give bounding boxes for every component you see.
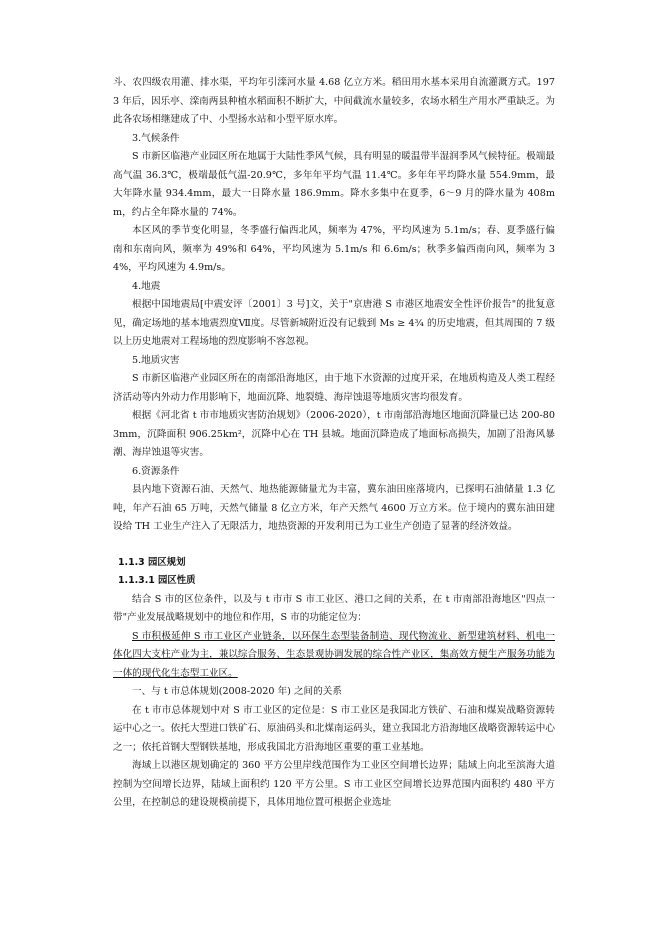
heading-geo-hazard: 5.地质灾害 [132, 354, 180, 366]
paragraph-boundary: 海域上以港区规划确定的 360 平方公里岸线范围作为工业区空间增长边界；陆域上向北至滨海大道控制为空间增长边界，陆域上面积约 120 平方公里。S 市工业区空间增长边界范围内面积约 480 平方公里，在控制总的建设规模前提下，具体用地位置可根据企业选址 [113, 760, 555, 808]
paragraph-positioning: 结合 S 市的区位条件，以及与 t 市市 S 市工业区、港口之间的关系，在 t 市南部沿海地区"四点一带"产业发展战略规划中的地位和作用，S 市的功能定位为： [113, 593, 555, 623]
heading-resources: 6.资源条件 [132, 465, 180, 477]
heading-park-planning: 1.1.3 园区规划 [118, 556, 186, 568]
paragraph-subsidence: 根据《河北省 t 市市地质灾害防治规划》（2006-2020），t 市南部沿海地区地面沉降量已达 200-803mm，沉降面积 906.25km²，沉降中心在 TH 县城。地面沉降造成了地面标高损失，加剧了沿海风暴潮、海岸蚀退等灾害。 [113, 410, 555, 458]
paragraph-function: S 市积极延伸 S 市工业区产业链条，以环保生态型装备制造、现代物流业、新型建筑材料、机电一体化四大支柱产业为主，兼以综合服务、生态景观协调发展的综合性产业区，集高效方便生产服务功能为一体的现代化生态型工业区。 [113, 630, 555, 679]
heading-climate: 3.气候条件 [132, 132, 180, 144]
paragraph-master-plan: 在 t 市市总体规划中对 S 市工业区的定位是：S 市工业区是我国北方铁矿、石油和煤炭战略资源转运中心之一。依托大型进口铁矿石、原油码头和北煤南运码头，建立我国北方沿海地区战略资源转运中心之一；依托首钢大型钢铁基地，形成我国北方沿海地区重要的重工业基地。 [113, 704, 555, 753]
heading-relation: 一、与 t 市总体规划(2008-2020 年) 之间的关系 [132, 686, 342, 697]
paragraph-wind: 本区风的季节变化明显，冬季盛行偏西北风，频率为 47%，平均风速为 5.1m/s；春、夏季盛行偏南和东南向风，频率为 49%和 64%，平均风速为 5.1m/s 和 6.6m/s；秋季多偏西南向风，频率为 34%，平均风速为 4.9m/s。 [113, 225, 555, 273]
paragraph-earthquake: 根据中国地震局[中震安评〔2001〕3 号]文，关于"京唐港 S 市港区地震安全性评价报告"的批复意见，确定场地的基本地震烈度Ⅶ度。尽管新城附近没有记载到 Ms ≥ 4¾ 的历史地震，但其周围的 7 级以上历史地震对工程场地的烈度影响不容忽视。 [113, 299, 555, 347]
paragraph-irrigation: 斗、农四级农用灌、排水渠，平均年引滦河水量 4.68 亿立方米。稻田用水基本采用自流灌溉方式。1973 年后，因乐亭、滦南两县种植水稻面积不断扩大，中间截流水量较多，农场水稻生产用水严重缺乏。为此各农场相继建成了中、小型扬水站和小型平原水库。 [113, 77, 555, 125]
heading-earthquake: 4.地震 [132, 280, 161, 292]
paragraph-climate: S 市新区临港产业园区所在地属于大陆性季风气候，具有明显的暖温带半湿润季风气候特征。极端最高气温 36.3℃，极端最低气温-20.9℃，多年年平均气温 11.4℃。多年年平均降水量 554.9mm，最大年降水量 934.4mm，最大一日降水量 186.9mm。降水多集中在夏季，6～9 月的降水量为 408mm，约占全年降水量的 74%。 [113, 151, 555, 218]
heading-park-nature: 1.1.3.1 园区性质 [118, 575, 196, 586]
paragraph-resources: 县内地下资源石油、天然气、地热能源储量尤为丰富，冀东油田座落境内，已探明石油储量 1.3 亿吨，年产石油 65 万吨，天然气储量 8 亿立方米，年产天然气 4600 万立方米。位于境内的冀东油田建设给 TH 工业生产注入了无限活力，地热资源的开发利用已为工业生产创造了显著的经济效益。 [113, 484, 555, 532]
paragraph-geo-hazard: S 市新区临港产业园区所在的南部沿海地区，由于地下水资源的过度开采，在地质构造及人类工程经济活动等内外动力作用影响下，地面沉降、地裂缝、海岸蚀退等地质灾害均很发育。 [113, 373, 555, 403]
section-gap [113, 537, 555, 554]
document-page [113, 74, 555, 813]
